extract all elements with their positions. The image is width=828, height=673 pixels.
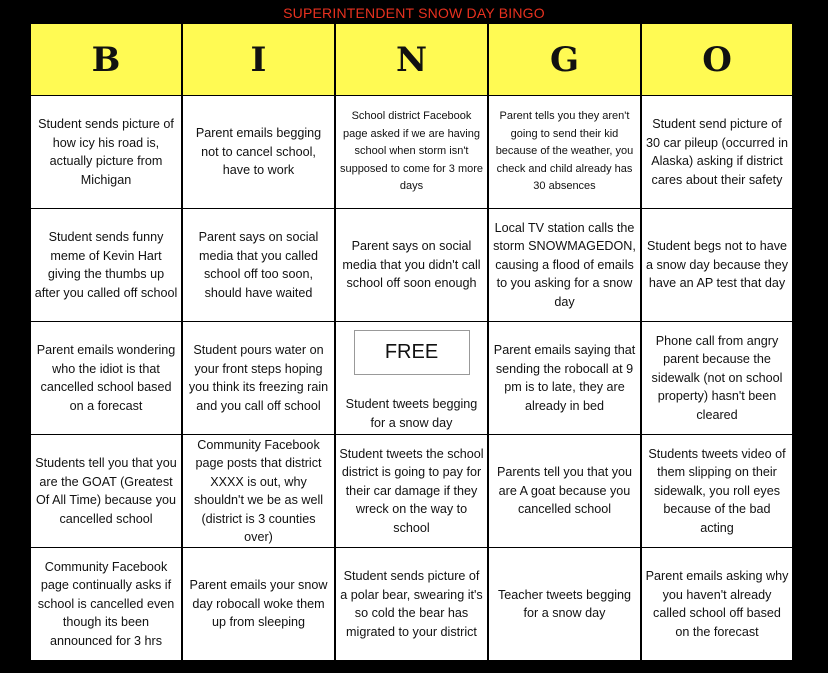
bingo-cell-b3: Parent emails wondering who the idiot is that cancelled school based on a forecast xyxy=(31,322,181,434)
bingo-cell-o4: Students tweets video of them slipping on their sidewalk, you roll eyes because of the bad acting xyxy=(642,435,792,547)
bingo-cell-i3: Student pours water on your front steps hoping you think its freezing rain and you call off school xyxy=(183,322,334,434)
bingo-title: SUPERINTENDENT SNOW DAY BINGO xyxy=(283,5,545,21)
bingo-cell-g2: Local TV station calls the storm SNOWMAGEDON, causing a flood of emails to you asking for a snow day xyxy=(489,209,640,321)
bingo-cell-b1: Student sends picture of how icy his road is, actually picture from Michigan xyxy=(31,96,181,208)
bingo-cell-g5: Teacher tweets begging for a snow day xyxy=(489,548,640,660)
bingo-cell-o3: Phone call from angry parent because the sidewalk (not on school property) hasn't been cleared xyxy=(642,322,792,434)
bingo-cell-o1: Student send picture of 30 car pileup (occurred in Alaska) asking if district cares about their safety xyxy=(642,96,792,208)
bingo-cell-b5: Community Facebook page continually asks if school is cancelled even though its been announced for 3 hrs xyxy=(31,548,181,660)
bingo-cell-g4: Parents tell you that you are A goat because you cancelled school xyxy=(489,435,640,547)
bingo-cell-g3: Parent emails saying that sending the robocall at 9 pm is to late, they are already in bed xyxy=(489,322,640,434)
column-header-b: B xyxy=(31,24,181,95)
bingo-cell-i2: Parent says on social media that you called school off too soon, should have waited xyxy=(183,209,334,321)
bingo-cell-b4: Students tell you that you are the GOAT (Greatest Of All Time) because you cancelled school xyxy=(31,435,181,547)
bingo-cell-o2: Student begs not to have a snow day because they have an AP test that day xyxy=(642,209,792,321)
bingo-board xyxy=(31,24,788,660)
bingo-cell-i4: Community Facebook page posts that district XXXX is out, why shouldn't we be as well (district is 3 counties over) xyxy=(183,435,334,547)
bingo-cell-g1: Parent tells you they aren't going to send their kid because of the weather, you check and child already has 30 absences xyxy=(489,96,640,208)
bingo-cell-i1: Parent emails begging not to cancel school, have to work xyxy=(183,96,334,208)
column-header-n: N xyxy=(336,24,487,95)
bingo-cell-n2: Parent says on social media that you didn't call school off soon enough xyxy=(336,209,487,321)
bingo-cell-i5: Parent emails your snow day robocall woke them up from sleeping xyxy=(183,548,334,660)
bingo-cell-free xyxy=(336,322,487,434)
free-space-box: FREE xyxy=(354,330,470,375)
bingo-cell-n5: Student sends picture of a polar bear, swearing it's so cold the bear has migrated to your district xyxy=(336,548,487,660)
bingo-cell-o5: Parent emails asking why you haven't already called school off based on the forecast xyxy=(642,548,792,660)
bingo-cell-n4: Student tweets the school district is going to pay for their car damage if they wreck on the way to school xyxy=(336,435,487,547)
column-header-g: G xyxy=(489,24,640,95)
bingo-cell-n1: School district Facebook page asked if we are having school when storm isn't supposed to come for 3 more days xyxy=(336,96,487,208)
bingo-cell-b2: Student sends funny meme of Kevin Hart giving the thumbs up after you called off school xyxy=(31,209,181,321)
column-header-o: O xyxy=(642,24,792,95)
column-header-i: I xyxy=(183,24,334,95)
bingo-cell-n3-text: Student tweets begging for a snow day xyxy=(345,397,478,430)
